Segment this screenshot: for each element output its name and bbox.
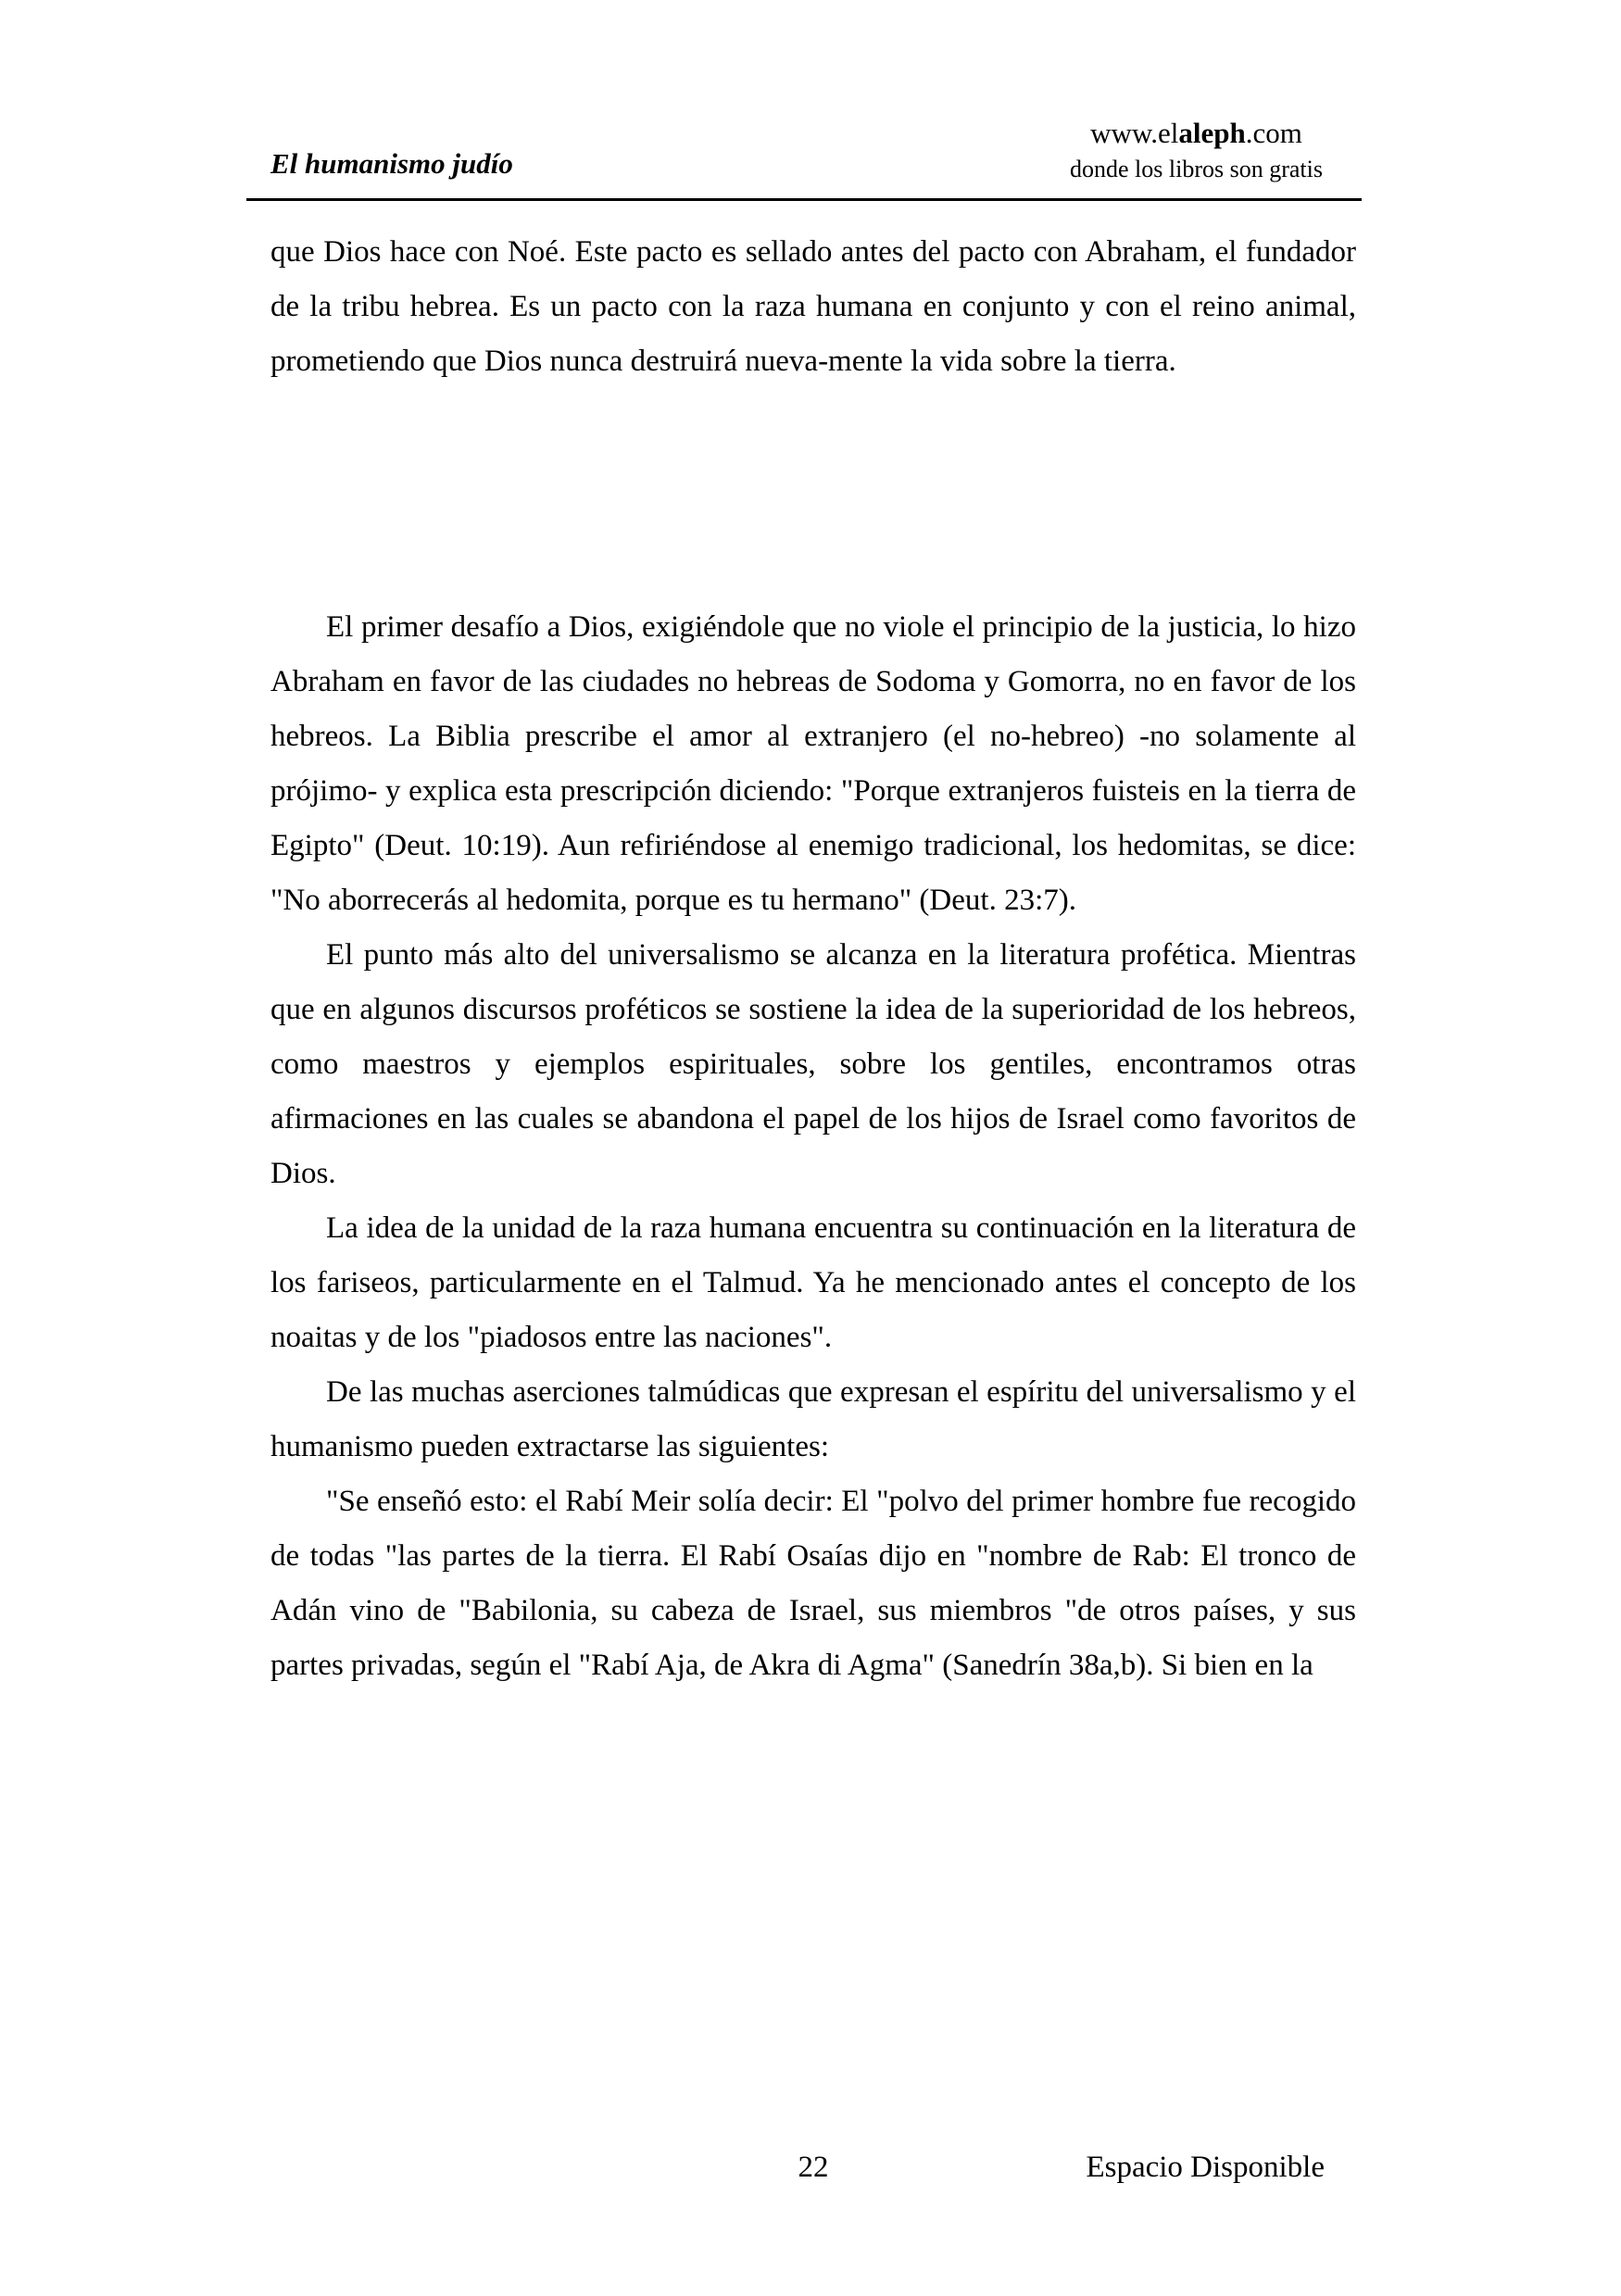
page-number: 22 <box>798 2151 829 2184</box>
site-tagline: donde los libros son gratis <box>1070 155 1323 182</box>
paragraph: De las muchas aserciones talmúdicas que expresan el espíritu del universalismo y el humanismo pueden extractarse las siguientes: <box>270 1374 1356 1463</box>
watermark: Espacio Disponible <box>1086 2151 1325 2184</box>
page-header <box>270 0 1356 183</box>
book-title: El humanismo judío <box>270 147 513 181</box>
site-url-prefix: www.el <box>1090 117 1179 149</box>
page-footer <box>270 2151 1356 2206</box>
paragraph: "Se enseñó esto: el Rabí Meir solía decir: El "polvo del primer hombre fue recogido de todas "las partes de la tierra. El Rabí Osaías dijo en "nombre de Rab: El tronco de Adán vino de "Babilonia, su cabeza de Israel, sus miembros "de otros países, y sus partes privadas, según el "Rabí Aja, de Akra di Agma" (Sanedrín 38a,b). Si bien en la <box>270 1484 1356 1682</box>
paragraph: El primer desafío a Dios, exigiéndole que no viole el principio de la justicia, lo hizo Abraham en favor de las ciudades no hebreas de Sodoma y Gomorra, no en favor de los hebreos. La Biblia prescribe el amor al extranjero (el no-hebreo) -no solamente al prójimo- y explica esta prescripción diciendo: "Porque extranjeros fuisteis en la tierra de Egipto" (Deut. 10:19). Aun refiriéndose al enemigo tradicional, los hedomitas, se dice: "No aborrecerás al hedomita, porque es tu hermano" (Deut. 23:7). <box>270 609 1356 917</box>
paragraph: que Dios hace con Noé. Este pacto es sellado antes del pacto con Abraham, el fundador de la tribu hebrea. Es un pacto con la raza humana en conjunto y con el reino animal, prometiendo que Dios nunca destruirá nueva-mente la vida sobre la tierra. <box>270 234 1356 378</box>
site-url <box>1070 117 1323 150</box>
site-url-brand: aleph <box>1178 117 1246 149</box>
page-content <box>270 0 1356 1693</box>
site-block <box>1070 117 1356 183</box>
paragraph: El punto más alto del universalismo se alcanza en la literatura profética. Mientras que en algunos discursos proféticos se sostiene la idea de la superioridad de los hebreos, como maestros y ejemplos espirituales, sobre los gentiles, encontramos otras afirmaciones en las cuales se abandona el papel de los hijos de Israel como favoritos de Dios. <box>270 937 1356 1190</box>
paragraph: La idea de la unidad de la raza humana encuentra su continuación en la literatura de los fariseos, particularmente en el Talmud. Ya he mencionado antes el concepto de los noaitas y de los "piadosos entre las naciones". <box>270 1211 1356 1354</box>
page-body <box>270 225 1356 1693</box>
site-url-suffix: .com <box>1245 117 1302 149</box>
header-rule <box>246 198 1362 201</box>
